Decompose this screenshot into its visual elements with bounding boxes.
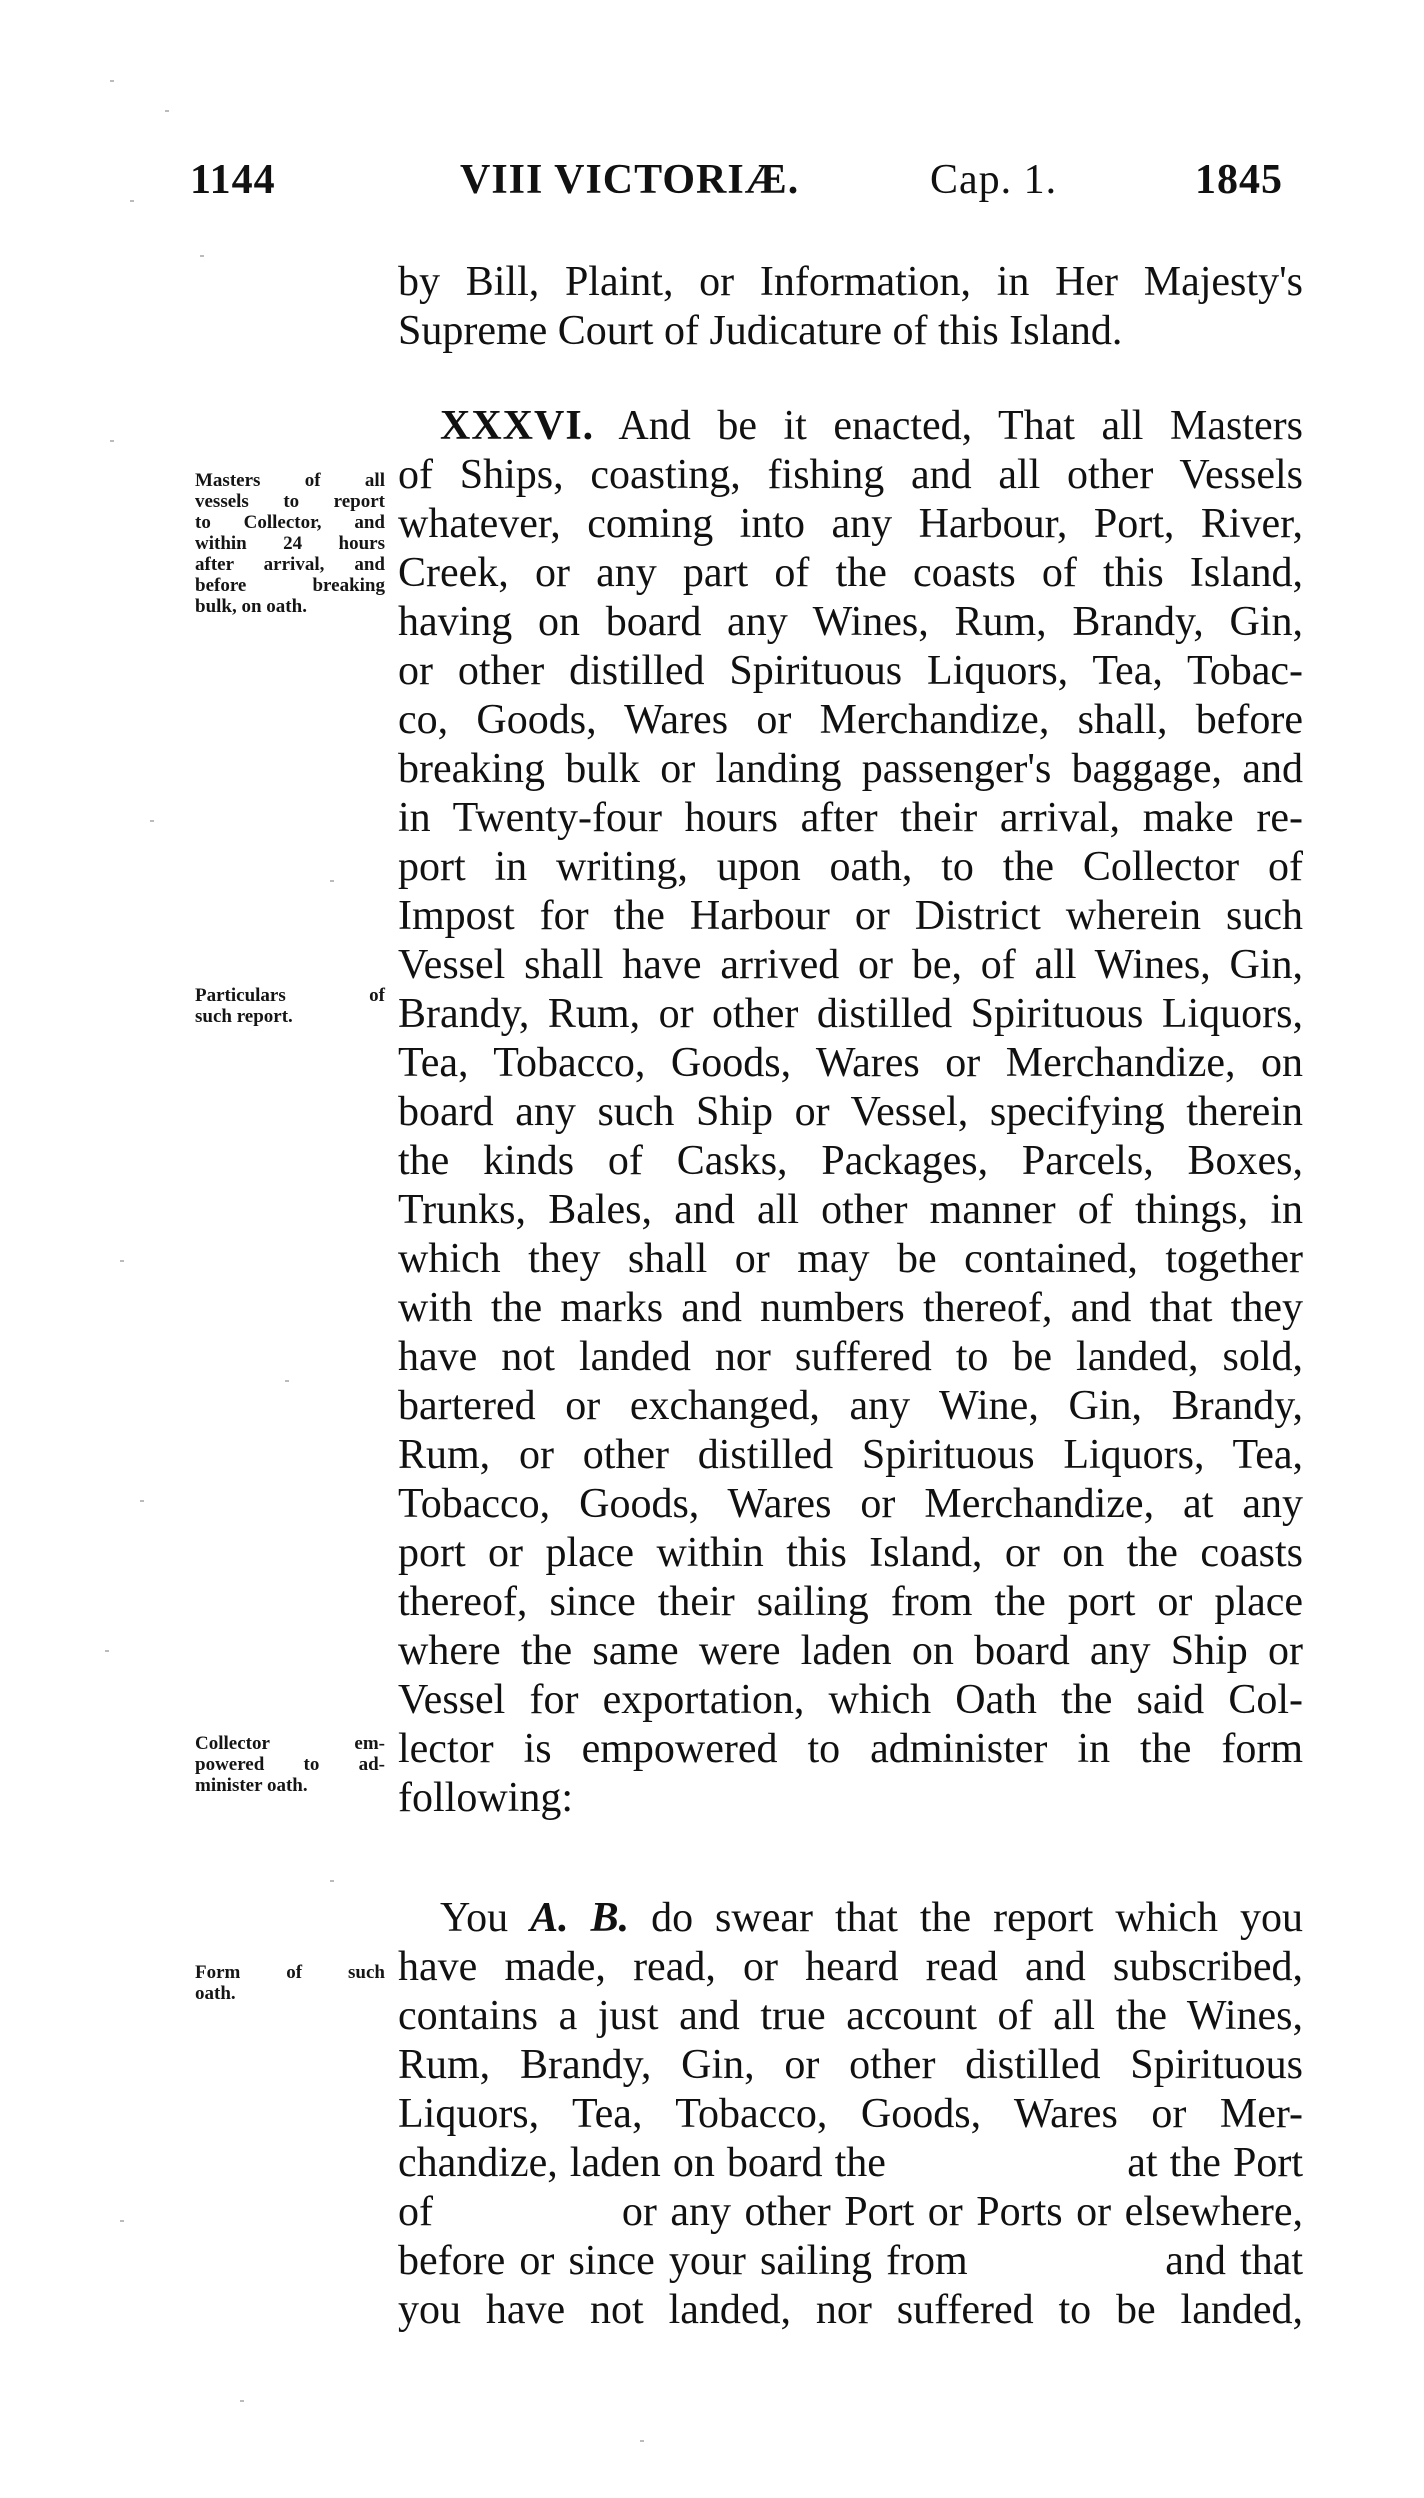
oath-paragraph (398, 1894, 1303, 2335)
text-line: lector is empowered to administer in the form (398, 1726, 1303, 1772)
section-36-paragraph (398, 402, 1303, 1823)
page-number: 1144 (190, 157, 276, 203)
note-line: to Collector, and (195, 512, 385, 533)
scan-speck (120, 1260, 124, 1262)
text-line: Liquors, Tea, Tobacco, Goods, Wares or Mer- (398, 2091, 1303, 2137)
text-line: Vessel for exportation, which Oath the said Col- (398, 1677, 1303, 1723)
scan-speck (150, 820, 154, 822)
margin-note-collector-empowered (195, 1733, 385, 1796)
text-line: or other distilled Spirituous Liquors, Tea, Tobac- (398, 648, 1303, 694)
scan-speck (240, 2400, 244, 2402)
text-line: which they shall or may be contained, together (398, 1236, 1303, 1282)
text-line: of Ships, coasting, fishing and all other Vessels (398, 452, 1303, 498)
text-line: breaking bulk or landing passenger's baggage, and (398, 746, 1303, 792)
text-line: Tobacco, Goods, Wares or Merchandize, at any (398, 1481, 1303, 1527)
text-line: port in writing, upon oath, to the Collector of (398, 844, 1303, 890)
text-line: thereof, since their sailing from the port or place (398, 1579, 1303, 1625)
text-line: do swear that the report which you (651, 1895, 1303, 1941)
text-line: Impost for the Harbour or District wherein such (398, 893, 1303, 939)
note-line: such report. (195, 1006, 293, 1027)
text-line: you have not landed, nor suffered to be landed, (398, 2287, 1303, 2333)
scan-speck (140, 1500, 144, 1502)
text-line: co, Goods, Wares or Merchandize, shall, before (398, 697, 1303, 743)
margin-note-masters-report (195, 470, 385, 617)
scan-speck (165, 110, 169, 112)
text-line: And be it enacted, That all Masters (618, 403, 1303, 449)
note-line: bulk, on oath. (195, 596, 307, 617)
text-line: Creek, or any part of the coasts of this Island, (398, 550, 1303, 596)
note-line: vessels to report (195, 491, 385, 512)
text-line: contains a just and true account of all the Wines, (398, 1993, 1303, 2039)
text-line: chandize, laden on board the at the Port (398, 2140, 1303, 2186)
chapter-label: Cap. 1. (930, 157, 1058, 203)
text-line: have not landed nor suffered to be landed, sold, (398, 1334, 1303, 1380)
text-line: have made, read, or heard read and subscribed, (398, 1944, 1303, 1990)
scan-speck (640, 2440, 644, 2442)
oath-name: A. B. (530, 1895, 630, 1941)
scan-speck (330, 880, 334, 882)
text-line: board any such Ship or Vessel, specifying therein (398, 1089, 1303, 1135)
text-line: bartered or exchanged, any Wine, Gin, Brandy, (398, 1383, 1303, 1429)
note-line: oath. (195, 1983, 236, 2004)
text-line: where the same were laden on board any Ship or (398, 1628, 1303, 1674)
scan-speck (285, 1380, 289, 1382)
scan-speck (330, 1880, 334, 1882)
scan-speck (200, 255, 204, 257)
margin-note-particulars (195, 985, 385, 1027)
text-line: Supreme Court of Judicature of this Island. (398, 308, 1123, 354)
scan-speck (110, 80, 114, 82)
text-line: of or any other Port or Ports or elsewhere, (398, 2189, 1303, 2235)
note-line: Form of such (195, 1962, 385, 1983)
running-header (190, 156, 1300, 216)
margin-note-form-of-oath (195, 1962, 385, 2004)
text-line: whatever, coming into any Harbour, Port, River, (398, 501, 1303, 547)
text-line: Vessel shall have arrived or be, of all Wines, Gin, (398, 942, 1303, 988)
text-line: the kinds of Casks, Packages, Parcels, Boxes, (398, 1138, 1303, 1184)
oath-first-line (398, 1894, 1303, 1943)
text-line: having on board any Wines, Rum, Brandy, Gin, (398, 599, 1303, 645)
text-line: in Twenty-four hours after their arrival, make re- (398, 795, 1303, 841)
note-line: within 24 hours (195, 533, 385, 554)
scan-speck (110, 440, 114, 442)
text-line: Rum, Brandy, Gin, or other distilled Spirituous (398, 2042, 1303, 2088)
year-label: 1845 (1195, 157, 1283, 203)
note-line: minister oath. (195, 1775, 308, 1796)
text-line: Rum, or other distilled Spirituous Liquors, Tea, (398, 1432, 1303, 1478)
section-first-line (398, 402, 1303, 451)
oath-intro: You (440, 1895, 509, 1941)
note-line: Collector em- (195, 1733, 385, 1754)
running-title: VIII VICTORIÆ. (460, 157, 800, 203)
note-line: Particulars of (195, 985, 385, 1006)
note-line: powered to ad- (195, 1754, 385, 1775)
text-line: by Bill, Plaint, or Information, in Her Majesty's (398, 259, 1303, 305)
text-line: Brandy, Rum, or other distilled Spirituous Liquors, (398, 991, 1303, 1037)
text-line: port or place within this Island, or on the coasts (398, 1530, 1303, 1576)
continuation-paragraph (398, 258, 1303, 356)
text-line: following: (398, 1775, 573, 1821)
text-line: before or since your sailing from and that (398, 2238, 1303, 2284)
section-number: XXXVI. (440, 403, 595, 449)
text-line: Tea, Tobacco, Goods, Wares or Merchandize, on (398, 1040, 1303, 1086)
note-line: before breaking (195, 575, 385, 596)
scan-speck (105, 1650, 109, 1652)
text-line: Trunks, Bales, and all other manner of things, in (398, 1187, 1303, 1233)
scan-speck (120, 2220, 124, 2222)
text-line: with the marks and numbers thereof, and that they (398, 1285, 1303, 1331)
note-line: Masters of all (195, 470, 385, 491)
scan-speck (130, 200, 134, 202)
note-line: after arrival, and (195, 554, 385, 575)
